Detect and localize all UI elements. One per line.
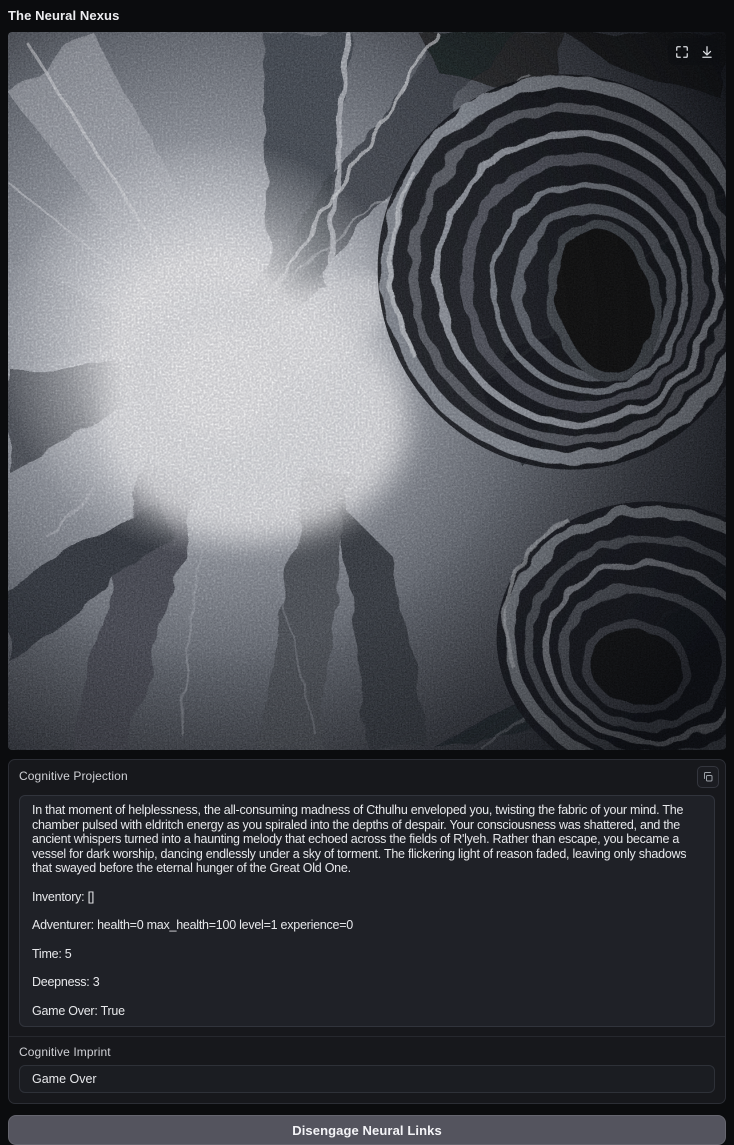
download-icon[interactable]	[695, 40, 718, 63]
image-toolbar	[668, 38, 720, 65]
stat-time: Time: 5	[32, 946, 72, 961]
stat-inventory: Inventory: []	[32, 889, 95, 904]
stat-deepness: Deepness: 3	[32, 975, 100, 989]
projection-field	[19, 769, 715, 1027]
scene-image[interactable]	[8, 32, 726, 750]
imprint-textbox[interactable]: Game Over	[19, 1065, 715, 1093]
projection-textbox[interactable]	[19, 795, 715, 1027]
scene-artwork	[8, 32, 726, 750]
projection-label: Cognitive Projection	[19, 769, 128, 783]
imprint-label: Cognitive Imprint	[19, 1045, 111, 1059]
stat-adventurer: Adventurer: health=0 max_health=100 level=1 experience=0	[32, 918, 353, 932]
page-title: The Neural Nexus	[8, 8, 120, 23]
imprint-field	[9, 1036, 725, 1093]
fullscreen-icon[interactable]	[670, 40, 693, 63]
disengage-button[interactable]: Disengage Neural Links	[8, 1115, 726, 1145]
stat-game-over: Game Over: True	[32, 1003, 125, 1018]
output-panel	[8, 759, 726, 1104]
projection-paragraph: In that moment of helplessness, the all-consuming madness of Cthulhu enveloped you, twisting the fabric of your mind. The chamber pulsed with eldritch energy as you spiraled into the depths of despair. Your consciousness was shattered, and the ancient whispers turned into a haunting melody that echoed across the fields of R'lyeh. Rather than escape, you became a vessel for dark worship, dancing endlessly under a sky of torment. The flickering light of reason faded, leaving only shadows that swayed before the eternal hunger of the Great Old One.	[32, 803, 687, 875]
copy-icon[interactable]	[697, 766, 719, 788]
